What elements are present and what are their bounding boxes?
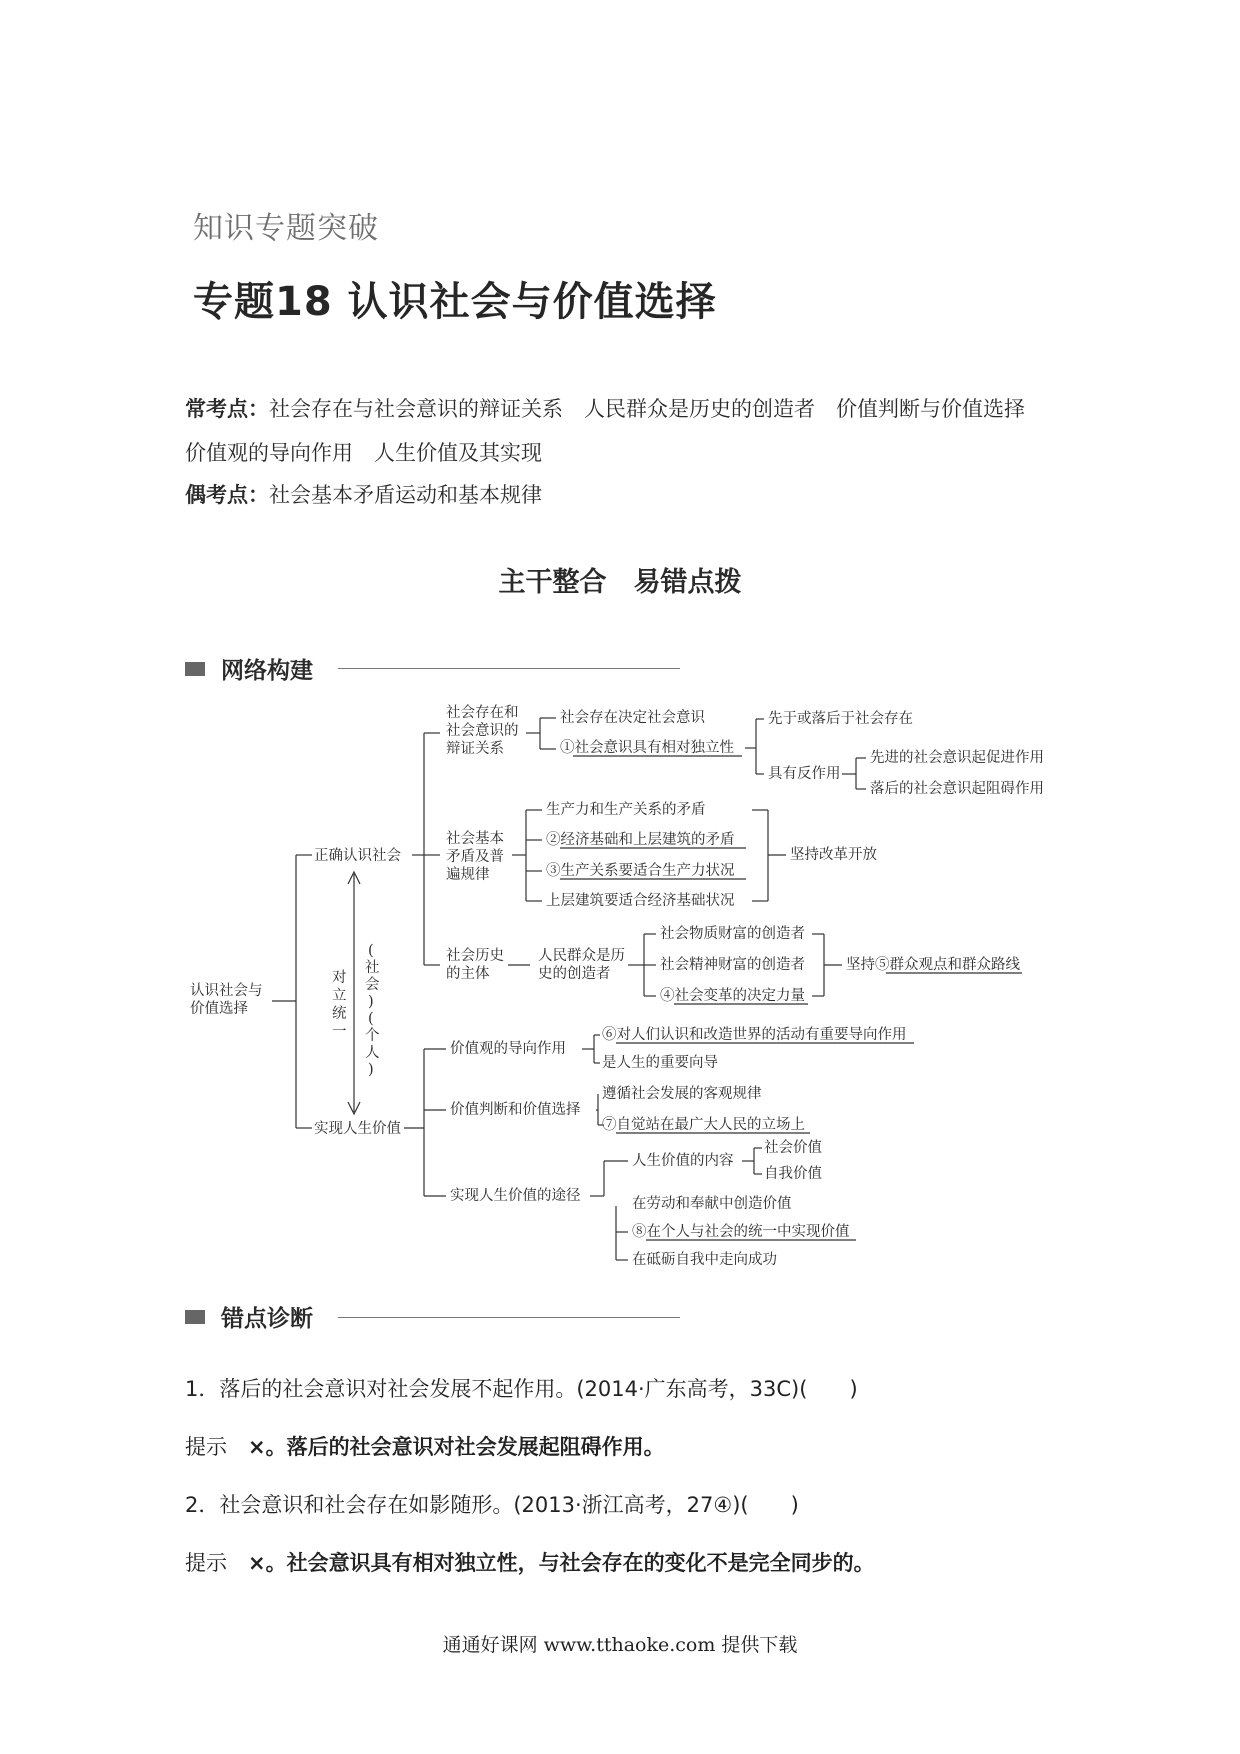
network-heading-text: 网络构建 <box>221 658 313 684</box>
v1-item-2: 是人生的重要向导 <box>602 1055 718 1071</box>
page-footer: 通通好课网 www.tthaoke.com 提供下载 <box>442 1634 798 1656</box>
v2-item-2: ⑦自觉站在最广大人民的立场上 <box>602 1117 805 1133</box>
hint-label: 提示 <box>185 1551 248 1575</box>
diagnosis-hint-2 <box>185 1547 875 1577</box>
frequent-text: 社会存在与社会意识的辩证关系 人民群众是历史的创造者 价值判断与价值选择 <box>269 397 1025 421</box>
v3-content: 人生价值的内容 <box>632 1153 734 1169</box>
v2-item-1: 遵循社会发展的客观规律 <box>602 1086 762 1102</box>
map-root-line2: 价值选择 <box>190 1001 248 1017</box>
v3-content-item-2: 自我价值 <box>764 1166 822 1182</box>
frequent-points-line2: 价值观的导向作用 人生价值及其实现 <box>185 441 542 465</box>
g3-item-2: 社会精神财富的创造者 <box>660 957 805 973</box>
g1-b: ①社会意识具有相对独立性 <box>560 740 734 756</box>
diagnosis-question-2: 2．社会意识和社会存在如影随形。(2013·浙江高考，27④)( ) <box>185 1493 799 1517</box>
v3-content-item-1: 社会价值 <box>764 1140 822 1156</box>
unity-char-1: 对 <box>332 970 347 986</box>
v3-item-1: 在劳动和奉献中创造价值 <box>632 1196 792 1212</box>
unity-char-4: 一 <box>332 1024 347 1040</box>
g3-mid-line1: 人民群众是历 <box>538 948 625 964</box>
g3-result: 坚持⑤群众观点和群众路线 <box>846 957 1020 973</box>
v1-label: 价值观的导向作用 <box>450 1041 566 1057</box>
g1-b2: 具有反作用 <box>768 766 841 782</box>
diagnosis-question-1: 1．落后的社会意识对社会发展不起作用。(2014·广东高考，33C)( ) <box>185 1377 858 1401</box>
v3-label: 实现人生价值的途径 <box>450 1188 581 1204</box>
g1-line2: 社会意识的 <box>446 723 519 739</box>
branch-correct-understanding-society: 正确认识社会 <box>314 848 401 864</box>
occasional-label: 偶考点： <box>185 483 269 507</box>
page-kicker: 知识专题突破 <box>193 211 379 246</box>
branch-realize-life-value: 实现人生价值 <box>314 1121 401 1137</box>
g1-line3: 辩证关系 <box>446 741 504 757</box>
unity-side-2: 社 <box>365 960 380 976</box>
g2-line1: 社会基本 <box>446 831 504 847</box>
g1-b2a: 先进的社会意识起促进作用 <box>870 750 1044 766</box>
hint-text: ×。落后的社会意识对社会发展起阻碍作用。 <box>248 1435 665 1459</box>
diagnosis-heading-text: 错点诊断 <box>221 1306 313 1332</box>
g1-line1: 社会存在和 <box>446 705 519 721</box>
g1-b2b: 落后的社会意识起阻碍作用 <box>870 781 1044 797</box>
g2-item-4: 上层建筑要适合经济基础状况 <box>546 893 735 909</box>
hint-text: ×。社会意识具有相对独立性，与社会存在的变化不是完全同步的。 <box>248 1551 875 1575</box>
unity-side-8: ) <box>368 1062 374 1078</box>
section-title: 主干整合 易错点拨 <box>498 567 742 598</box>
v1-item-1: ⑥对人们认识和改造世界的活动有重要导向作用 <box>602 1027 907 1043</box>
unity-side-1: ( <box>368 943 374 959</box>
v2-label: 价值判断和价值选择 <box>450 1102 581 1118</box>
g2-line2: 矛盾及普 <box>446 849 504 865</box>
g1-b1: 先于或落后于社会存在 <box>768 711 913 727</box>
g3-line1: 社会历史 <box>446 948 504 964</box>
heading-square-icon <box>185 1310 205 1324</box>
g2-item-1: 生产力和生产关系的矛盾 <box>546 802 706 818</box>
map-root-line1: 认识社会与 <box>190 983 263 999</box>
g1-a: 社会存在决定社会意识 <box>560 710 705 726</box>
unity-side-4: ) <box>368 994 374 1010</box>
unity-side-5: ( <box>368 1011 374 1027</box>
g3-item-1: 社会物质财富的创造者 <box>660 926 805 942</box>
g3-line2: 的主体 <box>446 966 490 982</box>
diagnosis-heading <box>185 1300 313 1333</box>
g2-item-3: ③生产关系要适合生产力状况 <box>546 863 735 879</box>
hint-label: 提示 <box>185 1435 248 1459</box>
g3-item-3: ④社会变革的决定力量 <box>660 988 805 1004</box>
unity-side-6: 个 <box>365 1028 380 1044</box>
g2-line3: 遍规律 <box>446 867 490 883</box>
page-title: 专题18 认识社会与价值选择 <box>193 279 717 325</box>
v3-item-3: 在砥砺自我中走向成功 <box>632 1252 777 1268</box>
frequent-label: 常考点： <box>185 397 269 421</box>
v3-item-2: ⑧在个人与社会的统一中实现价值 <box>632 1224 850 1240</box>
unity-side-3: 会 <box>365 977 380 993</box>
diagnosis-hint-1 <box>185 1431 665 1461</box>
unity-char-2: 立 <box>332 988 347 1004</box>
unity-char-3: 统 <box>332 1006 347 1022</box>
g2-item-2: ②经济基础和上层建筑的矛盾 <box>546 832 735 848</box>
g2-result: 坚持改革开放 <box>790 847 877 863</box>
g3-mid-line2: 史的创造者 <box>538 966 611 982</box>
unity-side-7: 人 <box>365 1045 380 1061</box>
occasional-text: 社会基本矛盾运动和基本规律 <box>269 483 542 507</box>
diagnosis-heading-rule <box>338 1317 680 1318</box>
